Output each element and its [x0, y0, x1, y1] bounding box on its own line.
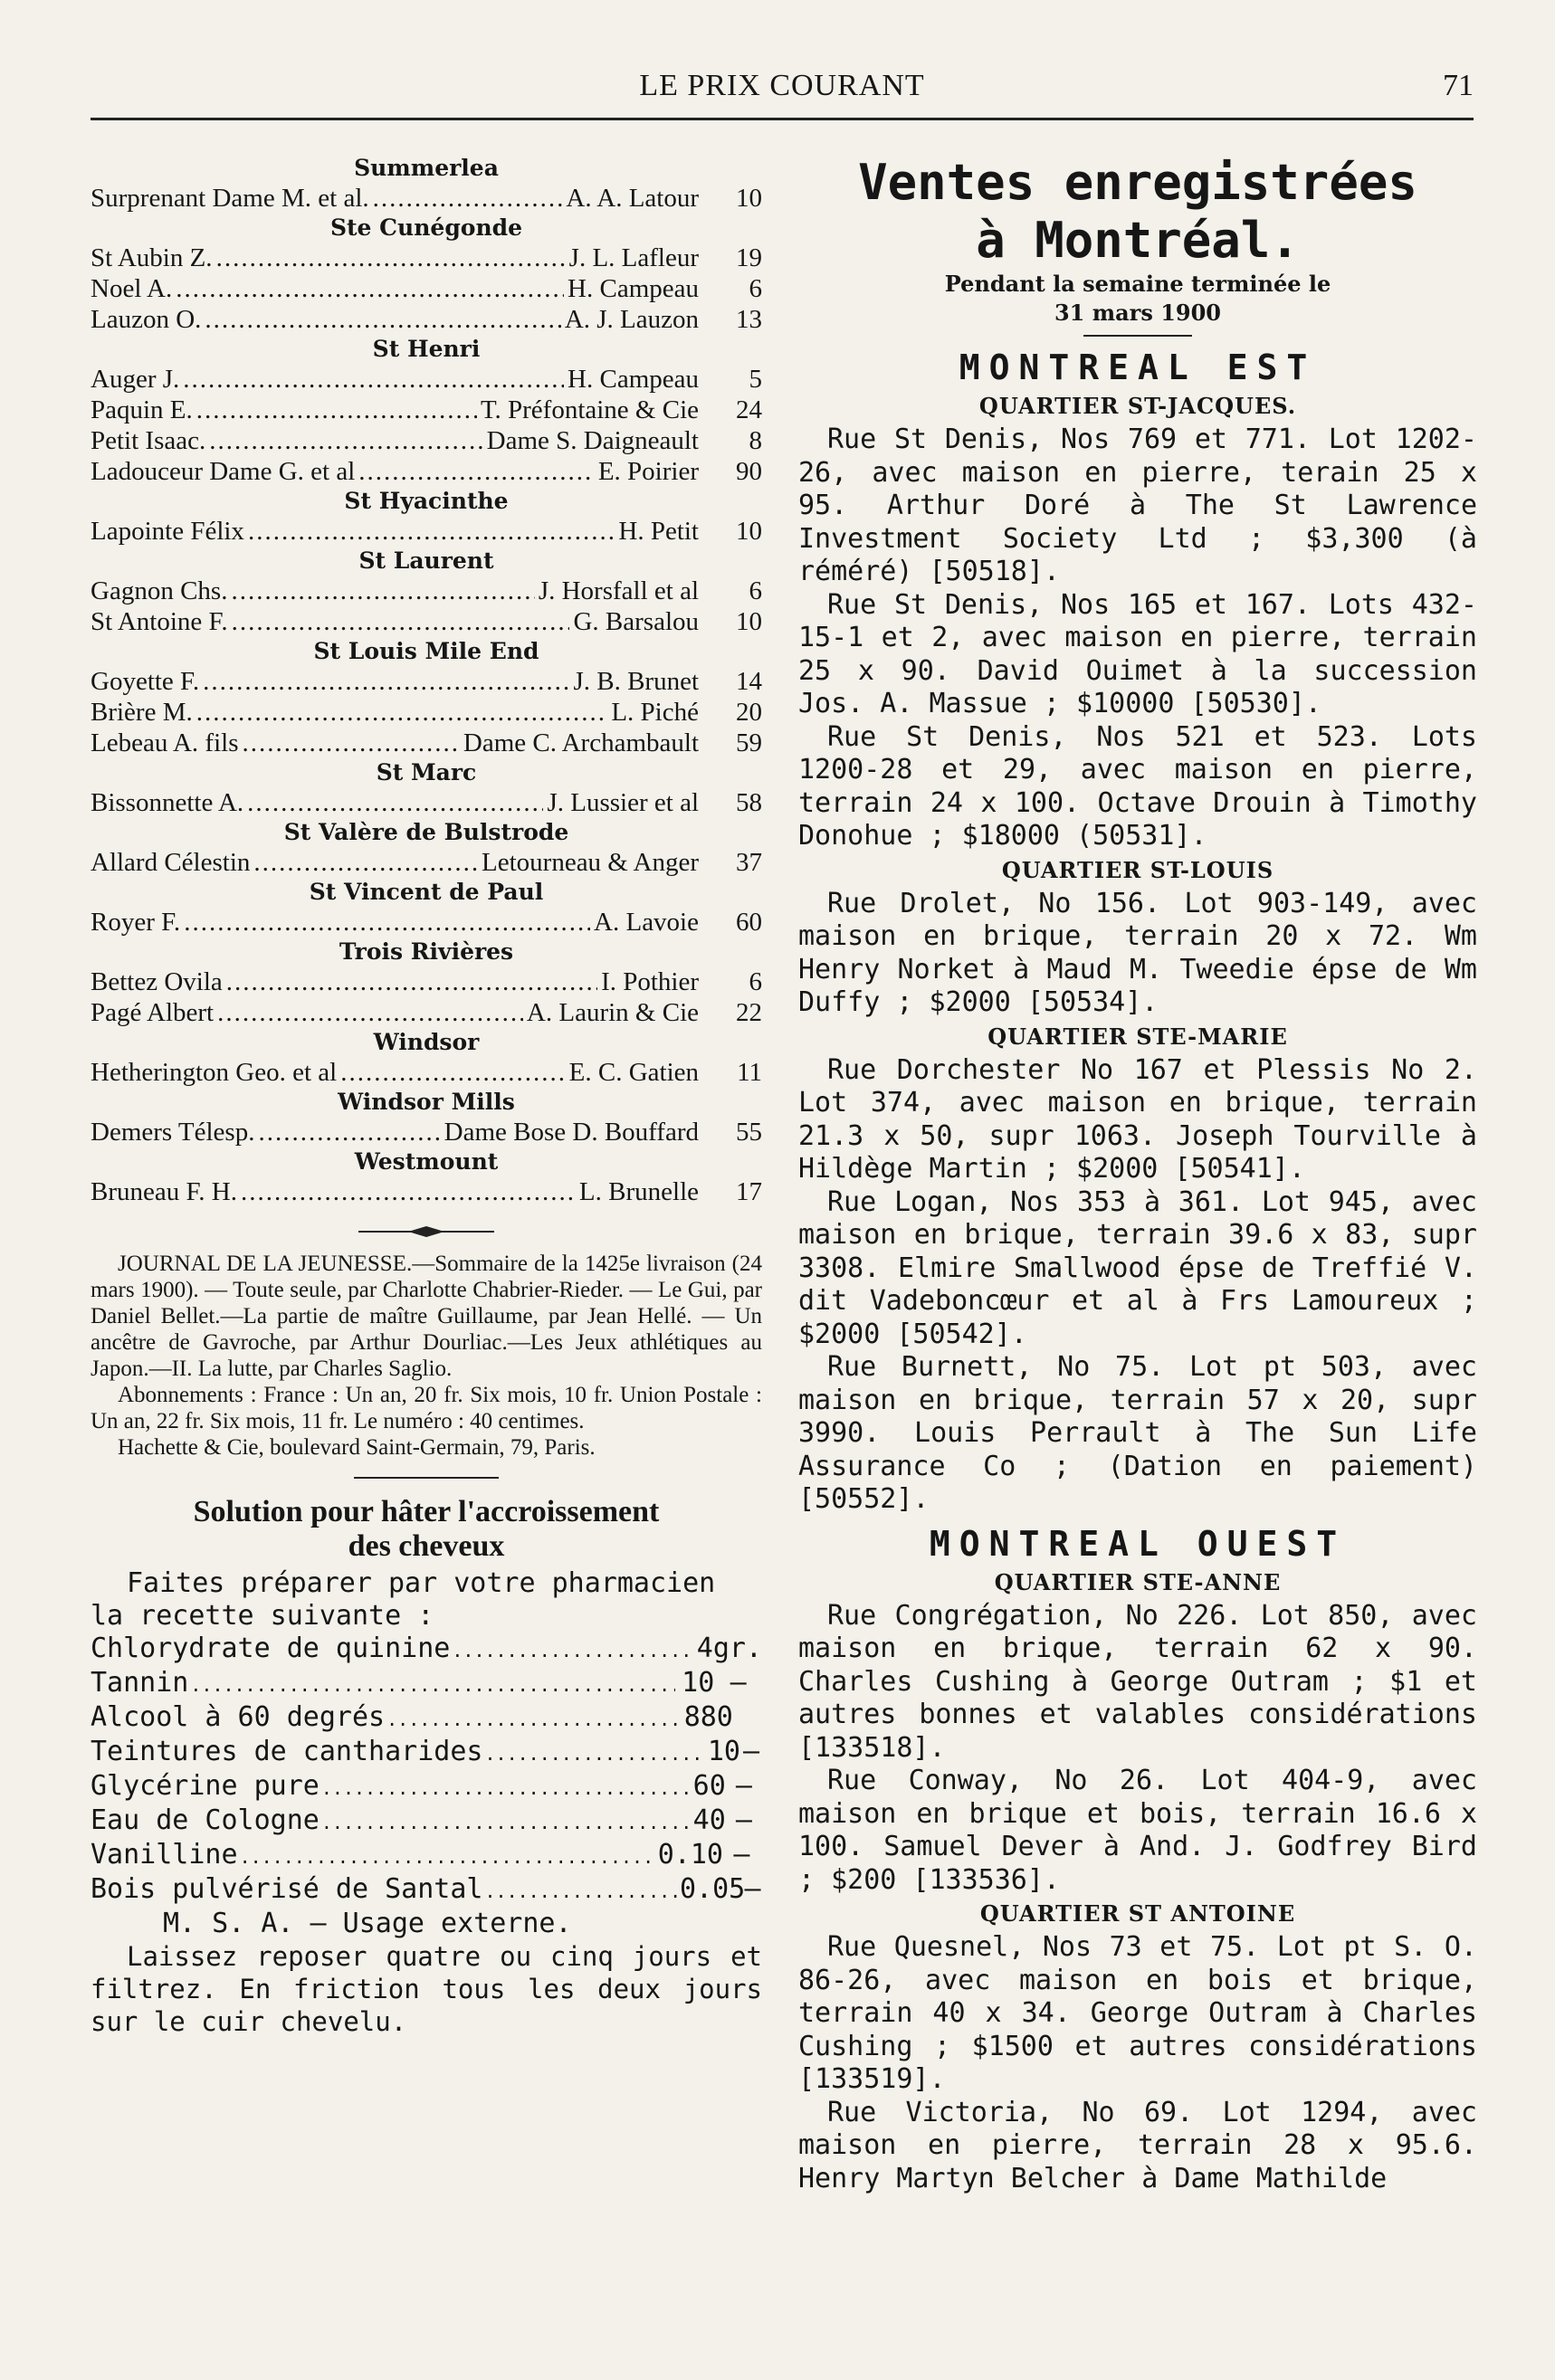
- leader-dots: [183, 364, 564, 395]
- journal-title: LE PRIX COURANT: [639, 69, 925, 102]
- entry-name: Royer F.: [91, 908, 181, 937]
- leader-dots: [242, 728, 459, 758]
- entry-number: 6: [749, 967, 762, 996]
- leader-dots: [176, 273, 564, 304]
- place-heading: Summerlea: [354, 155, 499, 181]
- leader-dots: [203, 666, 569, 697]
- diamond-rule-icon: [358, 1225, 494, 1238]
- entry-number: 10: [736, 607, 762, 636]
- sales-title-line1: Ventes enregistrées: [858, 154, 1417, 211]
- registry-entry: [91, 997, 762, 1028]
- entry-party: J. L. Lafleur: [568, 243, 699, 272]
- journal-subscription: Abonnements : France : Un an, 20 fr. Six mois, 10 fr. Union Postale : Un an, 22 fr. Six mois, 11 fr. Le numéro : 40 centimes.: [91, 1383, 762, 1433]
- quarter-heading: QUARTIER ST-LOUIS: [1001, 856, 1274, 883]
- registry-entry: [91, 1057, 762, 1088]
- registry-entry: [91, 576, 762, 606]
- registry-entry: [91, 1176, 762, 1207]
- place-heading: Windsor Mills: [338, 1089, 515, 1115]
- leader-dots: [216, 243, 566, 273]
- ingredient-name: Vanilline: [91, 1839, 238, 1871]
- entry-name: Goyette F.: [91, 667, 200, 696]
- registry-entry: [91, 1117, 762, 1147]
- entry-name: Auger J.: [91, 365, 180, 394]
- entry-name: Hetherington Geo. et al: [91, 1058, 338, 1087]
- leader-dots: [205, 304, 560, 335]
- entry-party: J. B. Brunet: [573, 667, 699, 696]
- registry-entry: [91, 395, 762, 425]
- entry-number: 6: [749, 274, 762, 303]
- ingredient-unit: —: [735, 1804, 752, 1836]
- running-head: [91, 63, 1474, 120]
- leader-dots: [484, 1738, 705, 1770]
- sale-entry: Rue Dorchester No 167 et Plessis No 2. Lot 374, avec maison en brique, terrain 21.3 x 50, supr 1063. Joseph Tourville à Hildège Martin ; $2000 [50541].: [798, 1053, 1477, 1185]
- sale-entry: Rue Victoria, No 69. Lot 1294, avec maison en pierre, terrain 28 x 95.6. Henry Martyn Belcher à Dame Mathilde: [798, 2096, 1477, 2194]
- entry-number: 58: [736, 788, 762, 817]
- ingredient-unit: gr.: [712, 1633, 762, 1664]
- ingredient-unit: —: [735, 1770, 752, 1802]
- ingredient-qty: 10: [707, 1736, 740, 1767]
- recipe-ingredient: [91, 1633, 762, 1667]
- district-heading: MONTREAL OUEST: [929, 1523, 1347, 1564]
- entry-party: I. Pothier: [601, 967, 699, 996]
- entry-party: A. Laurin & Cie: [526, 998, 699, 1027]
- leader-dots: [241, 1176, 576, 1207]
- registry-entry: [91, 364, 762, 395]
- left-column: [91, 154, 762, 2038]
- entry-name: Lauzon O.: [91, 305, 202, 334]
- registry-entry: [91, 243, 762, 273]
- entry-party: A. J. Lauzon: [564, 305, 699, 334]
- recipe-ingredient: [91, 1667, 762, 1701]
- journal-publisher: Hachette & Cie, boulevard Saint-Germain, 79, Paris.: [118, 1435, 596, 1460]
- sales-list: [798, 346, 1477, 2195]
- entry-party: A. Lavoie: [594, 908, 699, 937]
- registry-entry: [91, 847, 762, 878]
- entry-number: 17: [736, 1177, 762, 1206]
- entry-name: Noel A.: [91, 274, 173, 303]
- solution-usage: M. S. A. — Usage externe.: [163, 1908, 572, 1939]
- ornament-divider: [91, 1225, 762, 1238]
- ingredient-name: Alcool à 60 degrés: [91, 1701, 386, 1733]
- entry-party: T. Préfontaine & Cie: [480, 395, 699, 424]
- entry-name: Allard Célestin: [91, 848, 251, 877]
- solution-intro: Faites préparer par votre pharmacien la recette suivante :: [91, 1567, 716, 1632]
- ingredient-name: Glycérine pure: [91, 1770, 320, 1802]
- place-heading: Windsor: [373, 1029, 480, 1055]
- entry-name: Bissonnette A.: [91, 788, 244, 817]
- journal-summary: JOURNAL DE LA JEUNESSE.—Sommaire de la 1425e livraison (24 mars 1900). — Toute seule, par Charlotte Chabrier-Rieder. — Le Gui, par Daniel Bellet.—La partie de maître Guillaume, par Jean Hellé. — Un ancêtre de Gavroche, par Arthur Dourliac.—Les Jeux athlétiques au Japon.—II. La lutte, par Charles Saglio.: [91, 1252, 762, 1381]
- leader-dots: [226, 966, 597, 997]
- registry-entry: [91, 728, 762, 758]
- ingredient-unit: —: [733, 1839, 750, 1871]
- entry-party: Dame Bose D. Bouffard: [444, 1118, 699, 1147]
- leader-dots: [248, 516, 615, 547]
- entry-party: H. Campeau: [568, 365, 699, 394]
- entry-name: Demers Télesp.: [91, 1118, 255, 1147]
- registry-entry: [91, 907, 762, 938]
- entry-party: J. Lussier et al: [547, 788, 699, 817]
- ingredient-name: Bois pulvérisé de Santal: [91, 1873, 483, 1905]
- entry-number: 90: [736, 457, 762, 486]
- ingredient-unit: —: [744, 1873, 761, 1905]
- leader-dots: [373, 183, 563, 214]
- leader-dots: [231, 576, 534, 606]
- entry-name: Lapointe Félix: [91, 517, 244, 546]
- leader-dots: [196, 697, 608, 728]
- ingredient-qty: 0.05: [680, 1873, 746, 1905]
- leader-dots: [247, 787, 543, 818]
- entry-name: Pagé Albert: [91, 998, 215, 1027]
- hair-solution-article: [91, 1495, 762, 2038]
- sale-entry: Rue Congrégation, No 226. Lot 850, avec maison en brique, terrain 62 x 90. Charles Cushing à George Outram ; $1 et autres bonnes et valables considérations [133518].: [798, 1599, 1477, 1764]
- entry-party: G. Barsalou: [573, 607, 699, 636]
- quarter-heading: QUARTIER ST-JACQUES.: [978, 393, 1297, 419]
- entry-party: Letourneau & Anger: [482, 848, 699, 877]
- journal-notice: [91, 1251, 762, 1461]
- recipe-ingredient: [91, 1839, 762, 1873]
- leader-dots: [184, 907, 590, 938]
- ingredient-name: Teintures de cantharides: [91, 1736, 483, 1767]
- solution-instructions: Laissez reposer quatre ou cinq jours et filtrez. En friction tous les deux jours sur le cuir chevelu.: [91, 1941, 762, 2037]
- registry-list: [91, 154, 762, 1207]
- entry-name: Brière M.: [91, 698, 193, 727]
- sale-entry: Rue St Denis, Nos 165 et 167. Lots 432-15-1 et 2, avec maison en pierre, terrain 25 x 90. David Ouimet à la succession Jos. A. Massue ; $10000 [50530].: [798, 588, 1477, 719]
- leader-dots: [452, 1635, 692, 1667]
- quarter-heading: QUARTIER STE-ANNE: [994, 1568, 1282, 1595]
- place-heading: Westmount: [354, 1148, 499, 1175]
- leader-dots: [240, 1842, 656, 1873]
- entry-number: 13: [736, 305, 762, 334]
- sale-entry: Rue Drolet, No 156. Lot 903-149, avec maison en brique, terrain 20 x 72. Wm Henry Norket à Maud M. Tweedie épse de Wm Duffy ; $2000 [50534].: [798, 887, 1477, 1018]
- sales-title-line2: à Montréal.: [976, 212, 1300, 269]
- ingredient-qty: 60: [692, 1770, 726, 1802]
- place-heading: St Vincent de Paul: [309, 879, 544, 905]
- leader-dots: [190, 1670, 675, 1701]
- entry-party: E. C. Gatien: [568, 1058, 699, 1087]
- ingredient-qty: 4: [696, 1633, 713, 1664]
- leader-dots: [340, 1057, 565, 1088]
- registry-entry: [91, 183, 762, 214]
- ingredient-qty: 880: [683, 1701, 733, 1733]
- place-heading: St Marc: [376, 759, 477, 785]
- right-column: [798, 154, 1477, 2195]
- entry-party: E. Poirier: [597, 457, 699, 486]
- leader-dots: [209, 425, 482, 456]
- entry-party: L. Brunelle: [578, 1177, 699, 1206]
- registry-entry: [91, 697, 762, 728]
- ingredient-unit: —: [730, 1667, 747, 1699]
- quarter-heading: QUARTIER ST ANTOINE: [979, 1900, 1296, 1927]
- entry-number: 22: [736, 998, 762, 1027]
- registry-entry: [91, 606, 762, 637]
- sales-subtitle-line1: Pendant la semaine terminée le: [944, 271, 1331, 297]
- entry-number: 14: [736, 667, 762, 696]
- leader-dots: [321, 1807, 692, 1839]
- registry-entry: [91, 966, 762, 997]
- registry-entry: [91, 666, 762, 697]
- entry-party: A. A. Latour: [566, 184, 699, 213]
- sale-entry: Rue Conway, No 26. Lot 404-9, avec maison en brique et bois, terrain 16.6 x 100. Samuel Dever à And. J. Godfrey Bird ; $200 [133536].: [798, 1765, 1477, 1896]
- place-heading: St Hyacinthe: [344, 488, 509, 514]
- entry-name: Bruneau F. H.: [91, 1177, 237, 1206]
- ingredient-qty: 10: [682, 1667, 715, 1699]
- sale-entry: Rue Burnett, No 75. Lot pt 503, avec maison en brique, terrain 57 x 20, supr 3990. Louis Perrault à The Sun Life Assurance Co ; (Dation en paiement) [50552].: [798, 1351, 1477, 1515]
- registry-entry: [91, 273, 762, 304]
- sale-entry: Rue St Denis, Nos 521 et 523. Lots 1200-28 et 29, avec maison en pierre, terrain 24 x 100. Octave Drouin à Timothy Donohue ; $18000 (50531].: [798, 720, 1477, 852]
- place-heading: Trois Rivières: [339, 938, 514, 965]
- sales-subtitle-line2: 31 mars 1900: [1054, 300, 1221, 326]
- registry-entry: [91, 425, 762, 456]
- quarter-heading: QUARTIER STE-MARIE: [987, 1023, 1288, 1050]
- section-rule: [354, 1477, 499, 1479]
- entry-number: 11: [737, 1058, 762, 1087]
- sale-entry: Rue St Denis, Nos 769 et 771. Lot 1202-26, avec maison en pierre, terain 25 x 95. Arthur Doré à The St Lawrence Investment Society Ltd ; $3,300 (à réméré) [50518].: [798, 424, 1477, 587]
- leader-dots: [253, 847, 478, 878]
- sale-entry: Rue Quesnel, Nos 73 et 75. Lot pt S. O. 86-26, avec maison en bois et brique, terrain 40 x 34. George Outram à Charles Cushing ; $1500 et autres considérations [133519].: [798, 1931, 1477, 2095]
- entry-name: Surprenant Dame M. et al.: [91, 184, 369, 213]
- ingredient-name: Tannin: [91, 1667, 189, 1699]
- entry-name: Petit Isaac.: [91, 426, 206, 455]
- place-heading: Ste Cunégonde: [329, 214, 523, 241]
- entry-party: Dame S. Daigneault: [486, 426, 699, 455]
- registry-entry: [91, 304, 762, 335]
- ingredient-name: Chlorydrate de quinine: [91, 1633, 451, 1664]
- entry-number: 37: [736, 848, 762, 877]
- entry-name: Ladouceur Dame G. et al: [91, 457, 356, 486]
- entry-number: 10: [736, 517, 762, 546]
- place-heading: St Valère de Bulstrode: [283, 819, 569, 845]
- leader-dots: [196, 395, 477, 425]
- recipe-ingredient: [91, 1770, 762, 1804]
- entry-name: Bettez Ovila: [91, 967, 223, 996]
- entry-party: J. Horsfall et al: [538, 576, 699, 605]
- ingredient-qty: 40: [692, 1804, 726, 1836]
- entry-party: H. Petit: [618, 517, 699, 546]
- place-heading: St Henri: [372, 336, 481, 362]
- leader-dots: [217, 997, 523, 1028]
- leader-dots: [484, 1876, 678, 1908]
- registry-entry: [91, 516, 762, 547]
- district-heading: MONTREAL EST: [959, 347, 1317, 387]
- page-number: 71: [1443, 69, 1474, 102]
- entry-name: St Aubin Z.: [91, 243, 213, 272]
- recipe-ingredient: [91, 1804, 762, 1839]
- entry-name: Gagnon Chs.: [91, 576, 228, 605]
- entry-number: 8: [749, 426, 762, 455]
- ingredient-name: Eau de Cologne: [91, 1804, 320, 1836]
- entry-number: 5: [749, 365, 762, 394]
- entry-number: 59: [736, 728, 762, 757]
- recipe-list: [91, 1633, 762, 1908]
- leader-dots: [321, 1773, 692, 1804]
- sale-entry: Rue Logan, Nos 353 à 361. Lot 945, avec maison en brique, terrain 39.6 x 83, supr 3308. Elmire Smallwood épse de Treffié V. dit Vadeboncœur et al à Frs Lamoureux ; $2000 [50542].: [798, 1185, 1477, 1350]
- recipe-ingredient: [91, 1736, 762, 1770]
- title-rule: [1083, 335, 1192, 337]
- place-heading: St Louis Mile End: [313, 638, 539, 664]
- recipe-ingredient: [91, 1873, 762, 1908]
- entry-number: 60: [736, 908, 762, 937]
- solution-heading-line2: des cheveux: [348, 1529, 505, 1563]
- entry-number: 19: [736, 243, 762, 272]
- entry-number: 55: [736, 1118, 762, 1147]
- ingredient-unit: —: [742, 1736, 760, 1767]
- entry-number: 6: [749, 576, 762, 605]
- registry-entry: [91, 787, 762, 818]
- solution-heading-line1: Solution pour hâter l'accroissement: [193, 1495, 660, 1528]
- entry-name: Lebeau A. fils: [91, 728, 239, 757]
- entry-name: St Antoine F.: [91, 607, 228, 636]
- entry-number: 20: [736, 698, 762, 727]
- leader-dots: [386, 1704, 682, 1736]
- entry-number: 24: [736, 395, 762, 424]
- leader-dots: [358, 456, 595, 487]
- entry-party: Dame C. Archambault: [463, 728, 699, 757]
- leader-dots: [258, 1117, 440, 1147]
- place-heading: St Laurent: [358, 547, 494, 574]
- entry-party: H. Campeau: [568, 274, 699, 303]
- entry-name: Paquin E.: [91, 395, 193, 424]
- entry-party: L. Piché: [611, 698, 699, 727]
- recipe-ingredient: [91, 1701, 762, 1736]
- entry-number: 10: [736, 184, 762, 213]
- leader-dots: [232, 606, 570, 637]
- ingredient-qty: 0.10: [657, 1839, 723, 1871]
- registry-entry: [91, 456, 762, 487]
